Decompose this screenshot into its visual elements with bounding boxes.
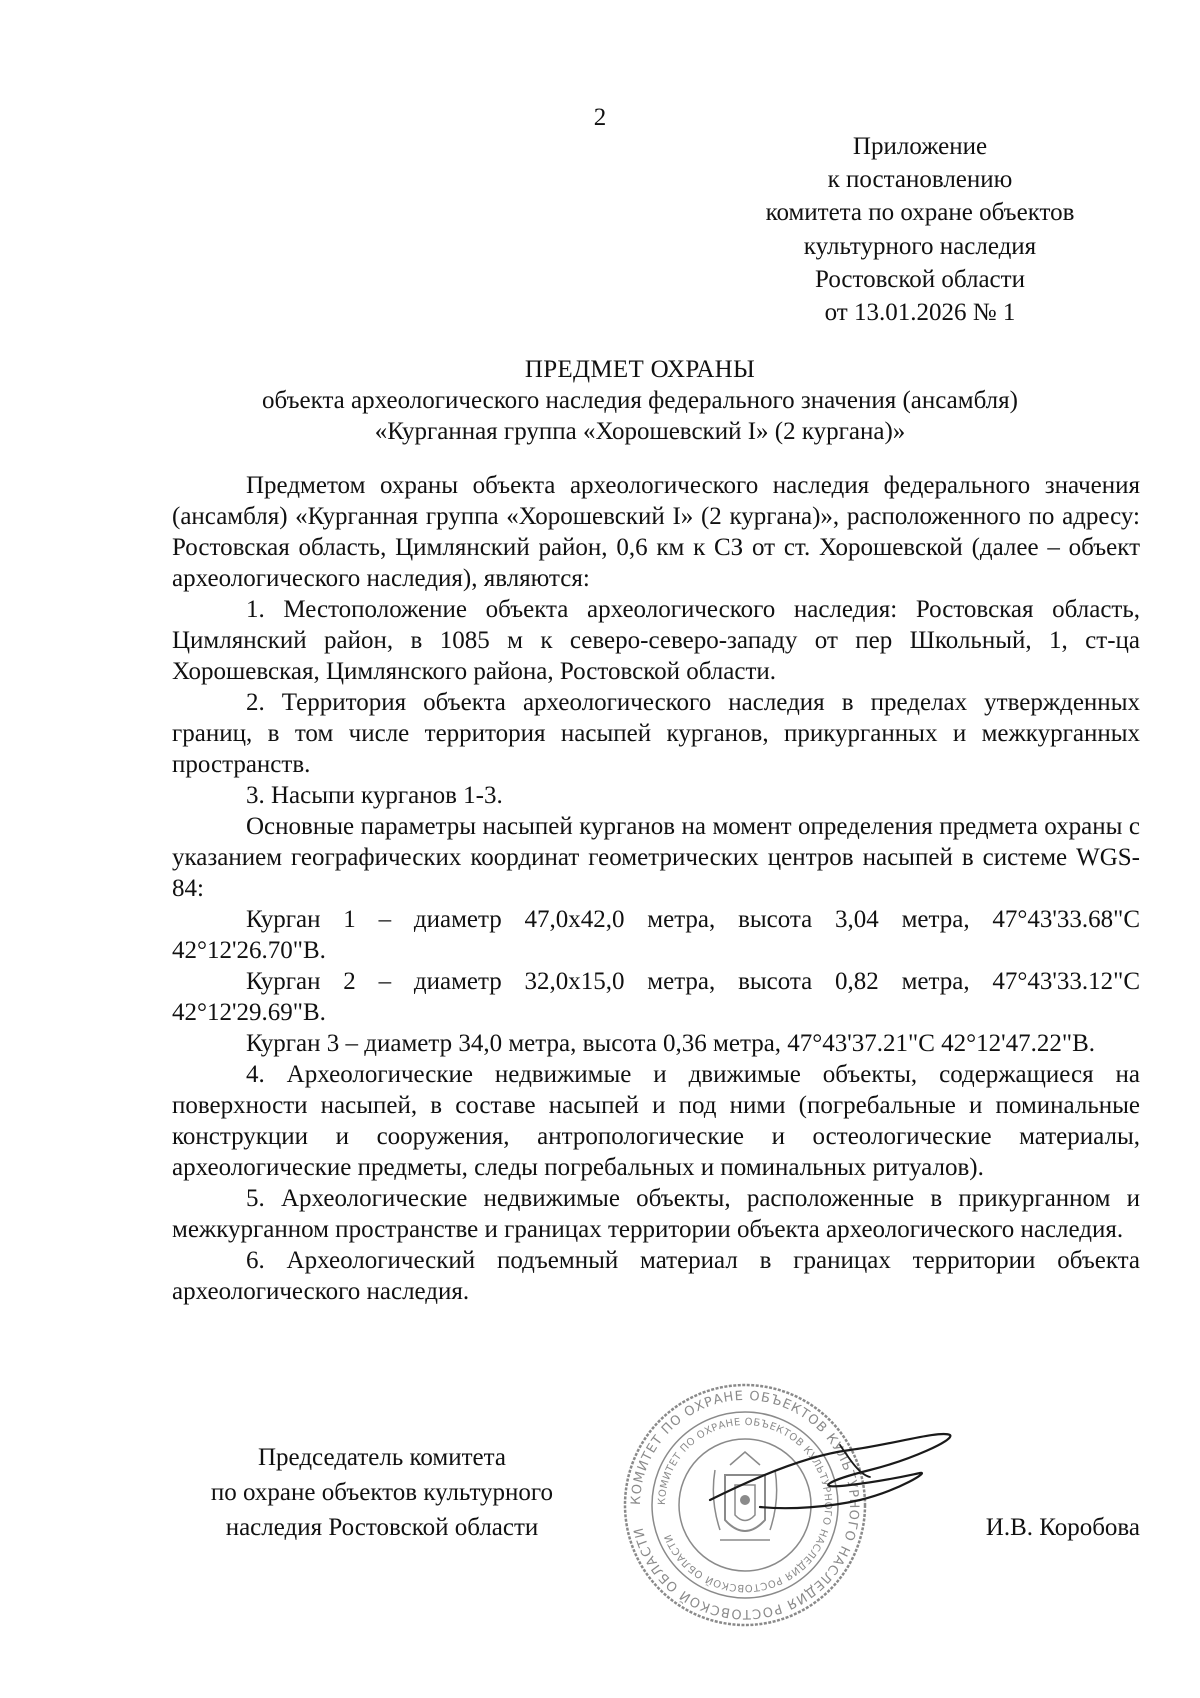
document-title — [160, 354, 1120, 447]
body-paragraph: 2. Территория объекта археологического наследия в пределах утвержденных границ, в том числе территория насыпей курганов, прикурганных и межкурганных пространств. — [172, 689, 1140, 778]
body-paragraph: 5. Археологические недвижимые объекты, расположенные в прикурганном и межкурганном пространстве и границах территории объекта археологического наследия. — [172, 1185, 1140, 1243]
appendix-line: от 13.01.2026 № 1 — [824, 299, 1016, 327]
body-paragraph: 3. Насыпи курганов 1-3. — [246, 782, 503, 809]
signatory-position — [172, 1440, 592, 1545]
signatory-position-line: наследия Ростовской области — [225, 1514, 539, 1541]
signatory-position-line: по охране объектов культурного — [210, 1479, 554, 1506]
body-paragraph: Предметом охраны объекта археологического наследия федерального значения (ансамбля) «Курганная группа «Хорошевский I» (2 кургана)», расположенного по адресу: Ростовская область, Цимлянский район, 0,6 км к СЗ от ст. Хорошевской (далее – объект археологического наследия), являются: — [172, 472, 1140, 592]
appendix-line: культурного наследия — [803, 232, 1037, 260]
body-paragraph: 1. Местоположение объекта археологического наследия: Ростовская область, Цимлянский район, в 1085 м к северо-северо-западу от пер Школьный, 1, ст-ца Хорошевская, Цимлянского района, Ростовской области. — [172, 596, 1140, 685]
body-paragraph: Основные параметры насыпей курганов на момент определения предмета охраны с указанием географических координат геометрических центров насыпей в системе WGS-84: — [172, 813, 1140, 902]
body-paragraph: Курган 3 – диаметр 34,0 метра, высота 0,36 метра, 47°43'37.21"С 42°12'47.22"В. — [246, 1030, 1096, 1057]
appendix-line: Приложение — [852, 133, 988, 160]
page-number: 2 — [593, 104, 607, 131]
appendix-line: к постановлению — [827, 166, 1013, 194]
stamp-outer-text: КОМИТЕТ ПО ОХРАНЕ ОБЪЕКТОВ КУЛЬТУРНОГО НАСЛЕДИЯ РОСТОВСКОЙ ОБЛАСТИ — [628, 1388, 862, 1622]
title-main: ПРЕДМЕТ ОХРАНЫ — [524, 356, 756, 383]
signatory-name: И.В. Коробова — [985, 1514, 1140, 1541]
body-paragraph: 4. Археологические недвижимые и движимые объекты, содержащиеся на поверхности насыпей, в составе насыпей и под ними (погребальные и поминальные конструкции и сооружения, антропологические и остеологические материалы, археологические предметы, следы погребальных и поминальных ритуалов). — [172, 1061, 1140, 1181]
appendix-line: комитета по охране объектов — [765, 199, 1075, 227]
body-paragraph: Курган 2 – диаметр 32,0х15,0 метра, высота 0,82 метра, 47°43'33.12"С 42°12'29.69"В. — [172, 968, 1140, 1026]
body-paragraph: 6. Археологический подъемный материал в границах территории объекта археологического наследия. — [172, 1247, 1140, 1305]
stamp-inner-text: КОМИТЕТ ПО ОХРАНЕ ОБЪЕКТОВ КУЛЬТУРНОГО НАСЛЕДИЯ РОСТОВСКОЙ ОБЛАСТИ — [656, 1416, 834, 1594]
appendix-line: Ростовской области — [815, 265, 1025, 293]
body-paragraph: Курган 1 – диаметр 47,0х42,0 метра, высота 3,04 метра, 47°43'33.68"С 42°12'26.70"В. — [172, 906, 1140, 964]
signatory-position-line: Председатель комитета — [258, 1444, 506, 1471]
document-body — [172, 470, 1140, 1307]
signature-block — [172, 1440, 1140, 1560]
appendix-header — [740, 130, 1100, 329]
title-subtitle: объекта археологического наследия федерального значения (ансамбля) — [262, 387, 1018, 414]
title-subtitle: «Курганная группа «Хорошевский I» (2 кургана)» — [374, 418, 906, 445]
